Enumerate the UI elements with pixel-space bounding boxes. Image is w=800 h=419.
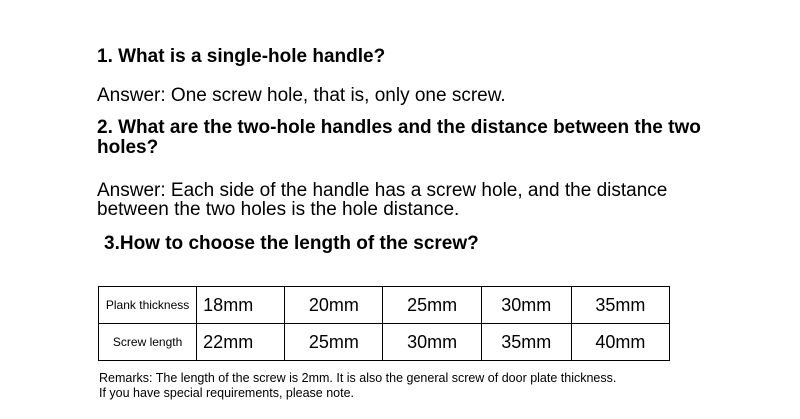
table-cell: 35mm — [481, 324, 571, 361]
remarks-line-2: If you have special requirements, please note. — [99, 386, 355, 400]
faq-question-3: 3.How to choose the length of the screw? — [104, 233, 479, 254]
table-row — [99, 287, 670, 324]
row-header-screw-length: Screw length — [99, 324, 197, 361]
faq-question-2: 2. What are the two-hole handles and the distance between the two holes? — [97, 117, 701, 158]
table-cell: 30mm — [383, 324, 481, 361]
remarks-line-1: Remarks: The length of the screw is 2mm. It is also the general screw of door plate thickness. — [99, 371, 617, 385]
screw-length-table — [98, 286, 670, 361]
faq-answer-1: Answer: One screw hole, that is, only one screw. — [97, 85, 506, 106]
faq-answer-2: Answer: Each side of the handle has a screw hole, and the distance between the two holes is the hole distance. — [97, 180, 668, 220]
table-cell: 30mm — [481, 287, 571, 324]
faq-question-1: 1. What is a single-hole handle? — [97, 46, 386, 67]
row-header-plank-thickness: Plank thickness — [99, 287, 197, 324]
table-cell: 25mm — [383, 287, 481, 324]
table-cell: 25mm — [285, 324, 383, 361]
table-row — [99, 324, 670, 361]
table-cell: 22mm — [197, 324, 285, 361]
table-cell: 18mm — [197, 287, 285, 324]
table-cell: 20mm — [285, 287, 383, 324]
table-cell: 35mm — [571, 287, 669, 324]
table-cell: 40mm — [571, 324, 669, 361]
remarks-note — [99, 371, 616, 401]
